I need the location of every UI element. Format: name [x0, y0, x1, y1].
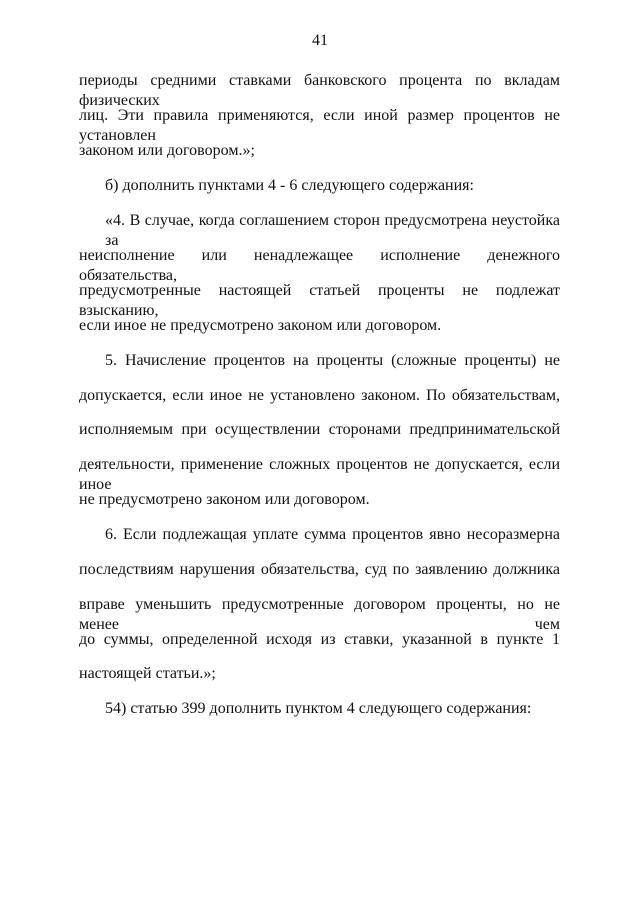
text-line: лиц. Эти правила применяются, если иной размер процентов не установлен [79, 107, 560, 144]
text-line: вправе уменьшить предусмотренные договором проценты, но не менее чем [79, 596, 560, 633]
text-line: если иное не предусмотрено законом или договором. [79, 317, 442, 334]
text-line: 54) статью 399 дополнить пунктом 4 следующего содержания: [105, 700, 532, 717]
text-line: неисполнение или ненадлежащее исполнение денежного обязательства, [79, 247, 560, 284]
text-line: не предусмотрено законом или договором. [79, 491, 370, 508]
text-line: настоящей статьи.»; [79, 665, 216, 682]
text-line: б) дополнить пунктами 4 - 6 следующего содержания: [105, 177, 474, 194]
text-line: последствиям нарушения обязательства, суд по заявлению должника [79, 561, 560, 578]
text-line: допускается, если иное не установлено законом. По обязательствам, [79, 387, 560, 404]
text-line: законом или договором.»; [79, 142, 255, 159]
text-line: 5. Начисление процентов на проценты (сложные проценты) не [105, 352, 560, 369]
text-line: до суммы, определенной исходя из ставки, указанной в пункте 1 [79, 631, 560, 648]
text-line: «4. В случае, когда соглашением сторон предусмотрена неустойка за [105, 212, 560, 249]
text-line: периоды средними ставками банковского процента по вкладам физических [79, 72, 560, 109]
text-line: деятельности, применение сложных процентов не допускается, если иное [79, 456, 560, 493]
text-line: исполняемым при осуществлении сторонами предпринимательской [79, 421, 560, 438]
text-line: 6. Если подлежащая уплате сумма процентов явно несоразмерна [105, 526, 560, 543]
text-line: предусмотренные настоящей статьей проценты не подлежат взысканию, [79, 282, 560, 319]
page-number: 41 [312, 32, 328, 49]
